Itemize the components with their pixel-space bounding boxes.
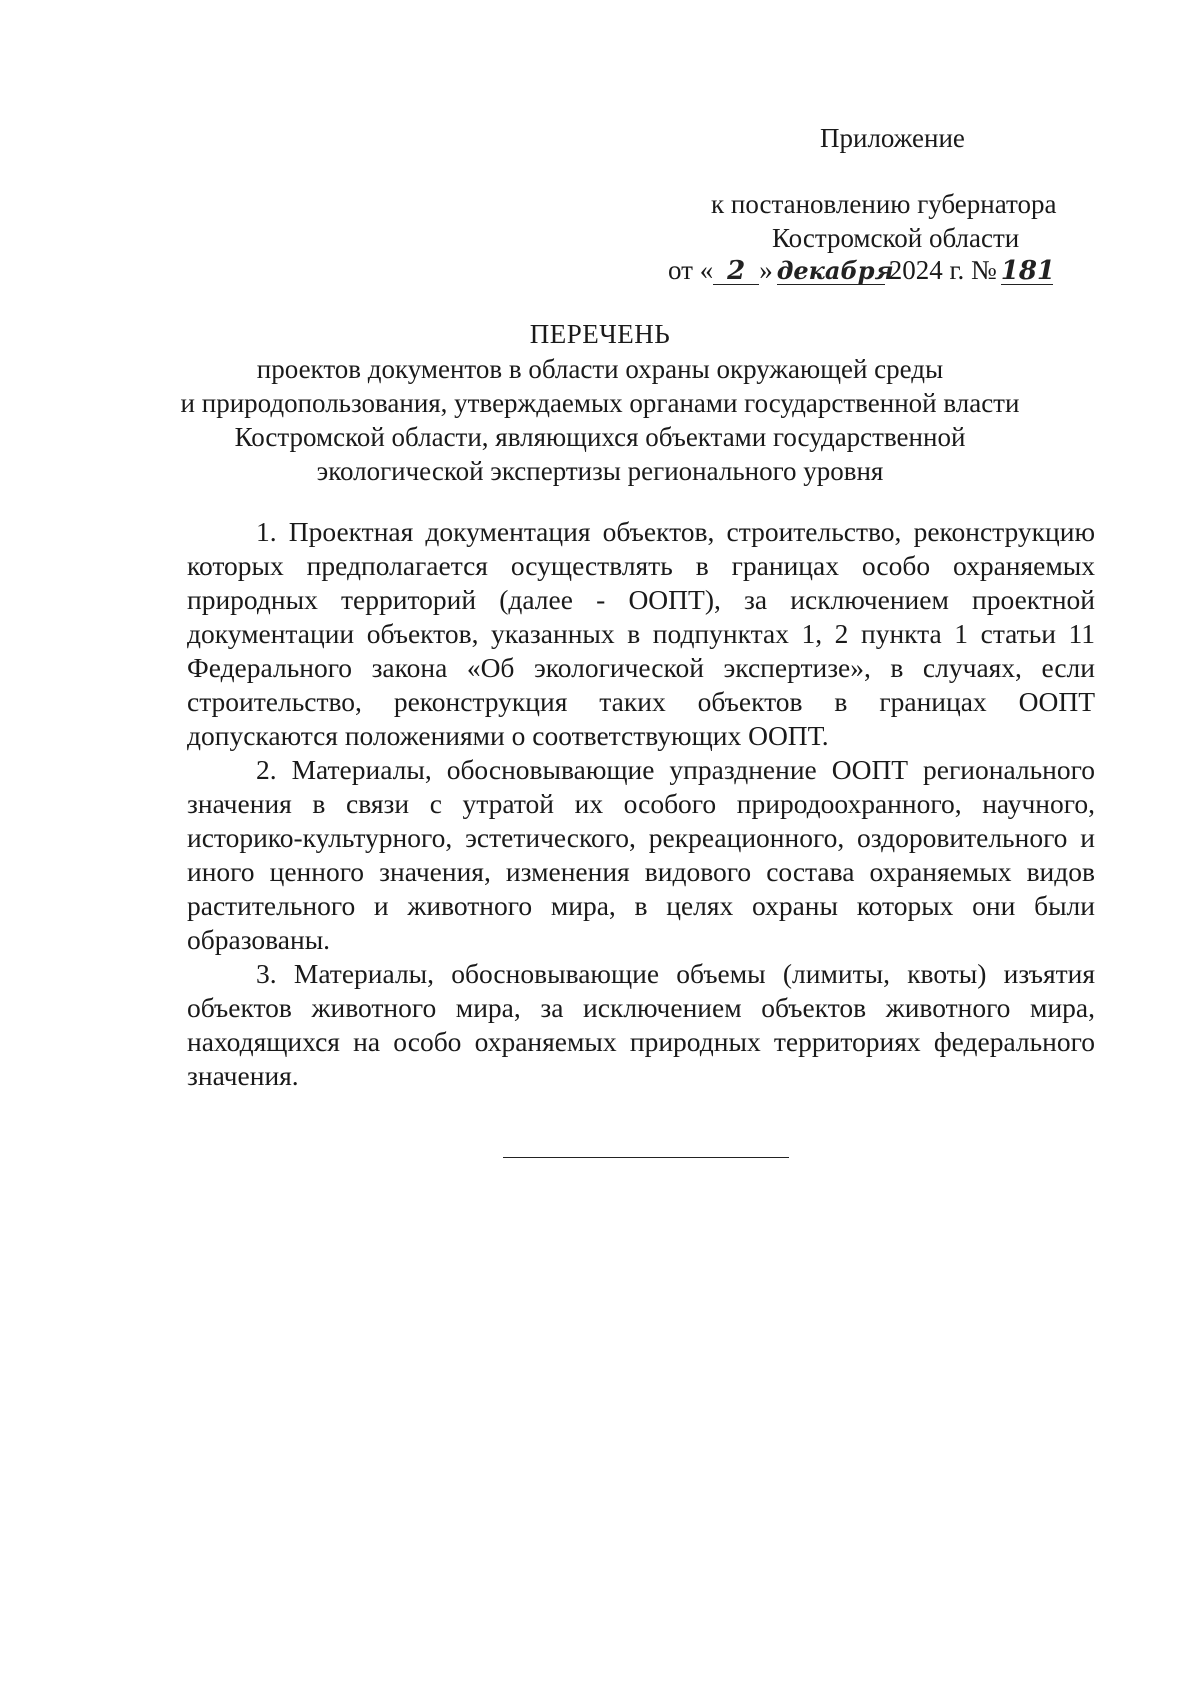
appendix-title: Приложение	[820, 123, 965, 153]
subtitle-line: экологической экспертизы регионального уровня	[316, 456, 884, 486]
appendix-reference-line: к постановлению губернатора	[711, 189, 1057, 219]
closing-divider	[503, 1157, 789, 1158]
date-prefix: от «	[668, 255, 714, 285]
document-heading: ПЕРЕЧЕНЬ	[529, 319, 671, 349]
document-body	[187, 515, 1095, 1093]
subtitle-line: Костромской области, являющихся объектами государственной	[234, 422, 966, 452]
document-subtitle	[150, 352, 1050, 488]
subtitle-line: и природопользования, утверждаемых органами государственной власти	[180, 388, 1020, 418]
subtitle-line: проектов документов в области охраны окружающей среды	[256, 354, 944, 384]
list-item-2: 2. Материалы, обосновывающие упразднение ООПТ регионального значения в связи с утратой их особого природоохранного, научного, историко-культурного, эстетического, рекреационного, оздоровительного и иного ценного значения, изменения видового состава охраняемых видов растительного и животного мира, в целях охраны которых они были образованы.	[187, 754, 1095, 955]
date-mid: »	[759, 255, 773, 285]
list-item-3: 3. Материалы, обосновывающие объемы (лимиты, квоты) изъятия объектов животного мира, за исключением объектов животного мира, находящихся на особо охраняемых природных территориях федерального значения.	[187, 958, 1095, 1091]
date-year: 2024 г. №	[888, 255, 997, 285]
appendix-date-line	[668, 254, 1056, 286]
handwritten-day: 2	[713, 258, 759, 285]
handwritten-doc-number: 181	[1000, 256, 1056, 286]
handwritten-month: декабря	[776, 256, 894, 285]
appendix-region-line: Костромской области	[772, 223, 1020, 253]
list-item-1: 1. Проектная документация объектов, строительство, реконструкцию которых предполагается осуществлять в границах особо охраняемых природных территорий (далее - ООПТ), за исключением проектной документации объектов, указанных в подпунктах 1, 2 пункта 1 статьи 11 Федерального закона «Об экологической экспертизе», в случаях, если строительство, реконструкция таких объектов в границах ООПТ допускаются положениями о соответствующих ООПТ.	[187, 516, 1095, 751]
